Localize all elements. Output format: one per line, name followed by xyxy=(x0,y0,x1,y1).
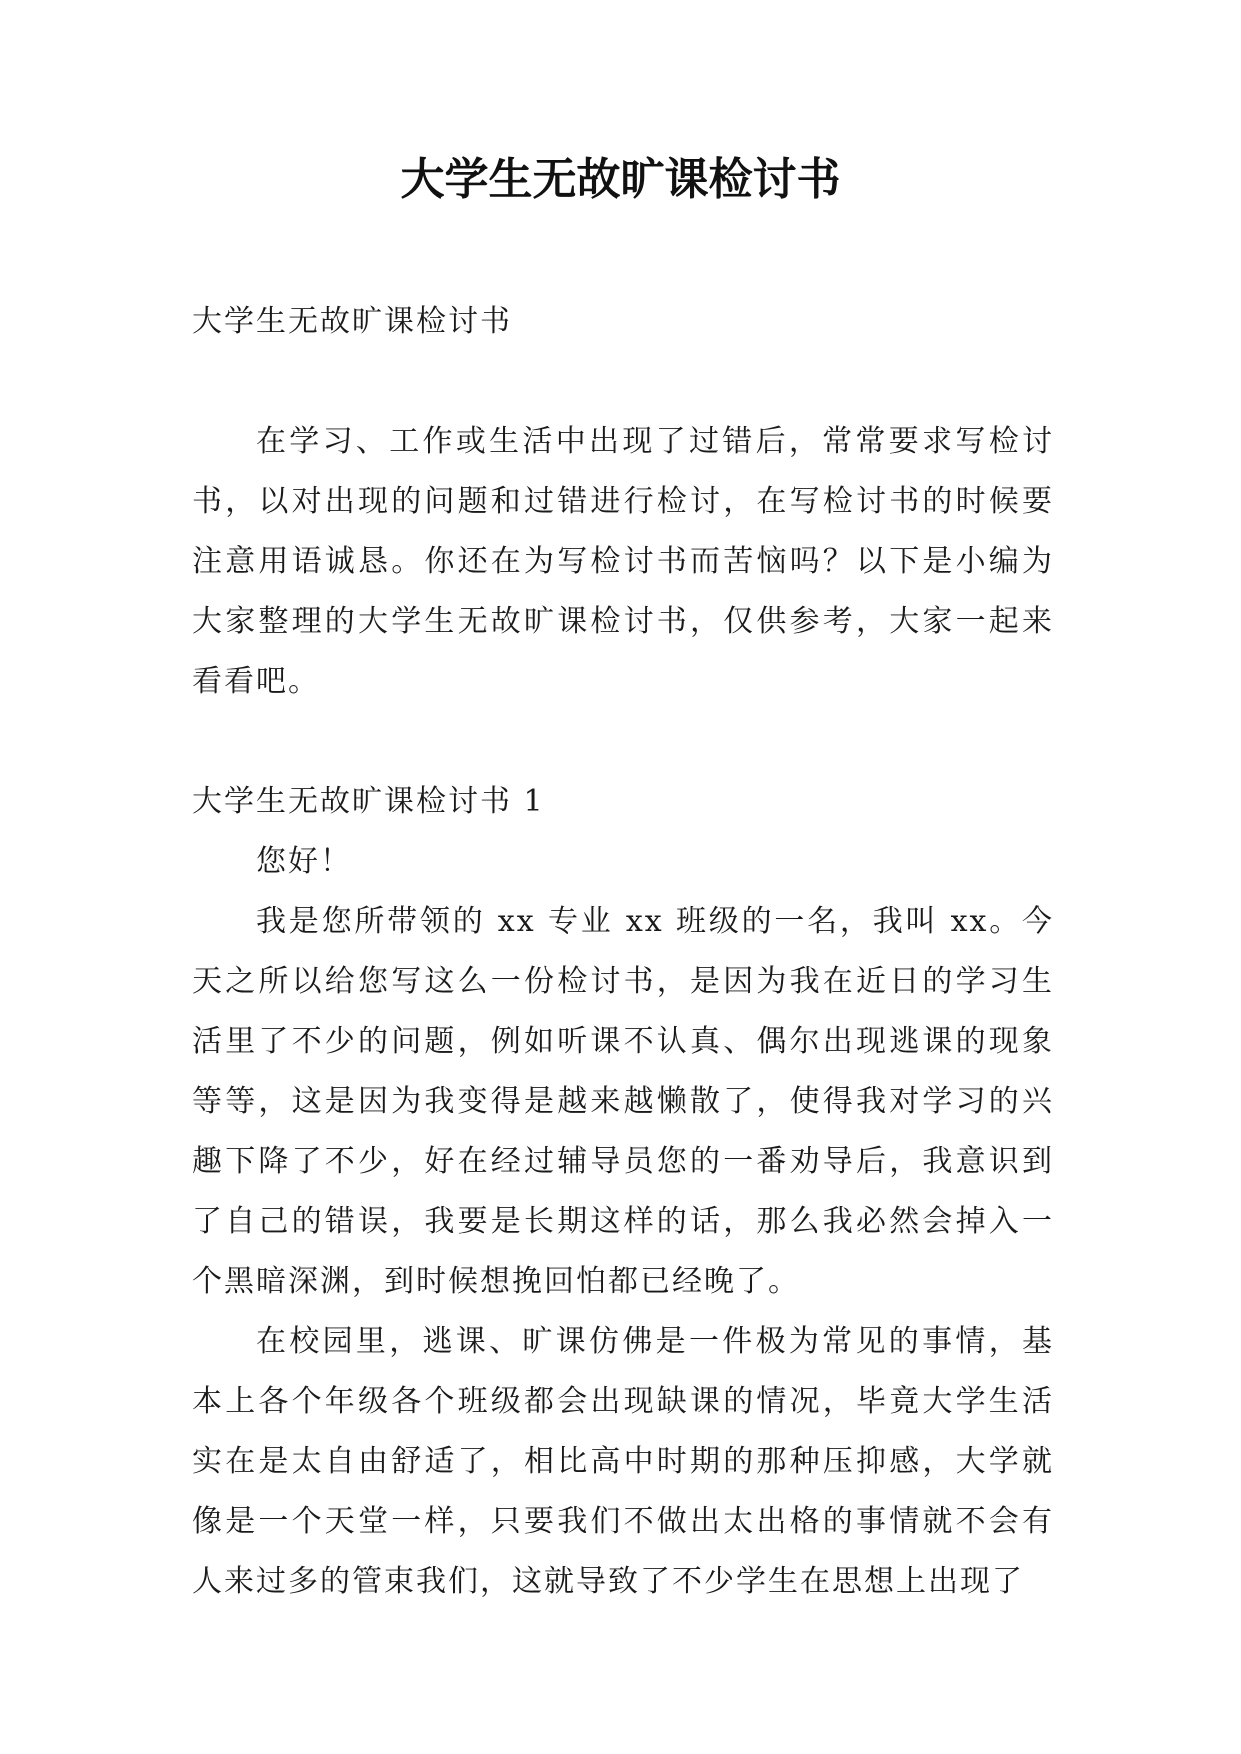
document-body xyxy=(192,292,1054,1612)
spacer xyxy=(192,352,1054,412)
body-paragraph-1: 我是您所带领的 xx 专业 xx 班级的一名，我叫 xx。今天之所以给您写这么一份检讨书，是因为我在近日的学习生活里了不少的问题，例如听课不认真、偶尔出现逃课的现象等等，这是因为我变得是越来越懒散了，使得我对学习的兴趣下降了不少，好在经过辅导员您的一番劝导后，我意识到了自己的错误，我要是长期这样的话，那么我必然会掉入一个黑暗深渊，到时候想挽回怕都已经晚了。 xyxy=(192,904,1054,1299)
document-title: 大学生无故旷课检讨书 xyxy=(400,154,841,205)
salutation: 您好！ xyxy=(256,844,352,879)
section-heading: 大学生无故旷课检讨书 1 xyxy=(192,784,545,819)
body-paragraph-2: 在校园里，逃课、旷课仿佛是一件极为常见的事情，基本上各个年级各个班级都会出现缺课的情况，毕竟大学生活实在是太自由舒适了，相比高中时期的那种压抑感，大学就像是一个天堂一样，只要我们不做出太出格的事情就不会有人来过多的管束我们，这就导致了不少学生在思想上出现了 xyxy=(192,1324,1054,1599)
document-subtitle: 大学生无故旷课检讨书 xyxy=(192,304,512,339)
intro-paragraph: 在学习、工作或生活中出现了过错后，常常要求写检讨书，以对出现的问题和过错进行检讨，在写检讨书的时候要注意用语诚恳。你还在为写检讨书而苦恼吗？以下是小编为大家整理的大学生无故旷课检讨书，仅供参考，大家一起来看看吧。 xyxy=(192,424,1054,699)
spacer xyxy=(192,712,1054,772)
